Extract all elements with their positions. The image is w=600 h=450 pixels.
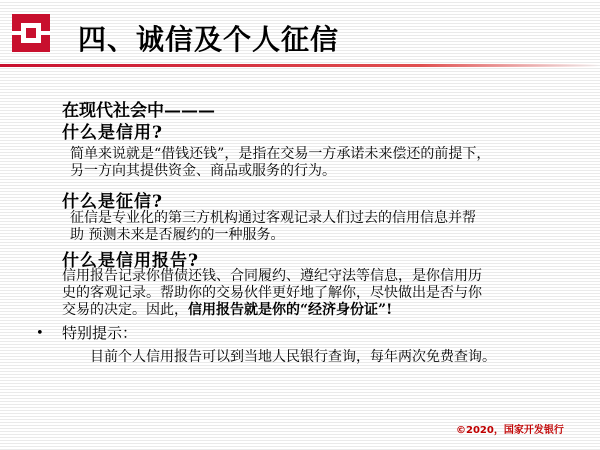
answer-credit-report-line-2: 史的客观记录。帮助你的交易伙伴更好地了解你，尽快做出是否与你 [62, 285, 482, 301]
answer-credit [70, 146, 490, 180]
answer-credit-line-2: 另一方向其提供资金、商品或服务的行为。 [70, 163, 336, 179]
bullet-icon: • [36, 326, 44, 341]
title-underline [0, 64, 600, 67]
special-tip-label: 特别提示： [62, 324, 138, 342]
special-tip-text: 目前个人信用报告可以到当地人民银行查询，每年两次免费查询。 [90, 349, 496, 365]
page-title: 四、诚信及个人征信 [78, 23, 340, 56]
economic-id-highlight: 信用报告就是你的“经济身份证”! [188, 302, 393, 318]
question-credit: 什么是信用? [62, 123, 163, 143]
answer-credit-report-line-3-plain: 交易的决定。因此， [62, 302, 188, 318]
intro-text: 在现代社会中——— [62, 101, 215, 121]
answer-credit-report-line-1: 信用报告记录你借债还钱、合同履约、遵纪守法等信息，是你信用历 [62, 268, 482, 284]
answer-credit-line-1: 简单来说就是“借钱还钱”，是指在交易一方承诺未来偿还的前提下， [70, 146, 491, 162]
answer-credit-reporting-line-1: 征信是专业化的第三方机构通过客观记录人们过去的信用信息并帮 [70, 210, 476, 226]
footer-copyright: ©2020，国家开发银行 [456, 425, 564, 436]
question-credit-reporting: 什么是征信? [62, 192, 163, 212]
answer-credit-reporting-line-2: 助 预测未来是否履约的一种服务。 [70, 227, 285, 243]
answer-credit-reporting [70, 210, 476, 244]
answer-credit-report-line-3 [62, 302, 482, 319]
bank-logo-icon [12, 14, 50, 52]
question-credit-report: 什么是信用报告? [62, 251, 199, 271]
answer-credit-report [62, 268, 482, 319]
